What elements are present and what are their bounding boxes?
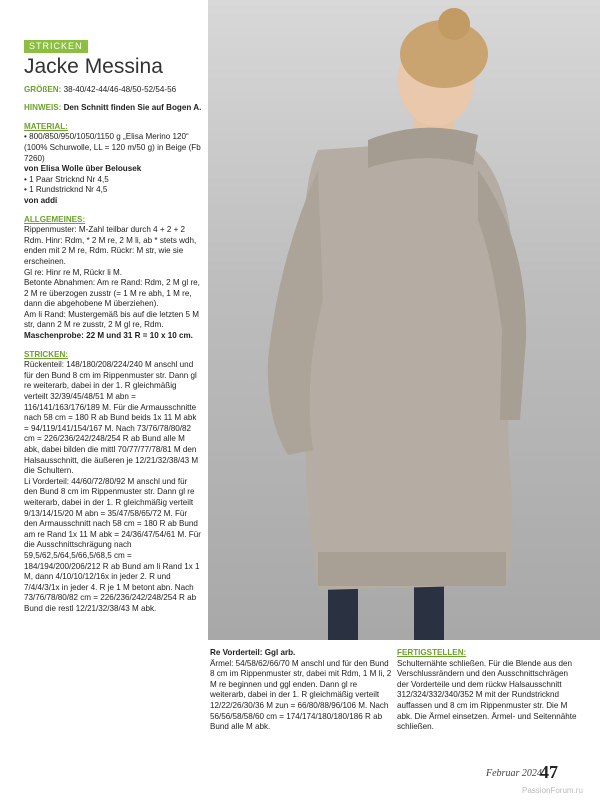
material-needle-2: • 1 Rundstricknd Nr 4,5 bbox=[24, 185, 108, 195]
general-heading: ALLGEMEINES: bbox=[24, 214, 86, 224]
left-column bbox=[24, 40, 202, 615]
pattern-title: Jacke Messina bbox=[24, 54, 163, 78]
material-heading: MATERIAL: bbox=[24, 121, 68, 131]
general-decrease: Betonte Abnahmen: Am re Rand: Rdm, 2 M gl re, 2 M re überzogen zusstr (= 1 M re abh, 1 M re, dann die abgehobene M überziehen). bbox=[24, 278, 200, 309]
general-gauge: Maschenprobe: 22 M und 31 R = 10 x 10 cm. bbox=[24, 331, 193, 341]
cardigan-hem bbox=[318, 552, 506, 586]
hair-bun bbox=[438, 8, 470, 40]
knit-right-front: Re Vorderteil: Ggl arb. bbox=[210, 648, 296, 657]
material-needle-1: • 1 Paar Stricknd Nr 4,5 bbox=[24, 174, 109, 184]
watermark: PassionForum.ru bbox=[522, 786, 583, 795]
knit-left-front: Li Vorderteil: 44/60/72/80/92 M anschl und für den Bund 8 cm im Rippenmuster str. Dann gl re weiterarb, dabei in der 1. R gleichmäßig verteilt 9/13/14/15/20 M abn = 35/47/58/65/72 M. Für den Armausschnitt nach 58 cm = 180 R ab Bund am re Rand 1x 11 M abk = 24/36/47/54/61 M. Für die Ausschnittschrägung nach 59,5/62,5/64,5/66,5/68,5 cm = 184/194/200/206/212 R ab Bund am li Rand 1x 1 M, dann 4/10/10/12/16x in jeder 2. R und 7/4/4/3/1x in jeder 4. R je 1 M betont abn. Nach 73/76/78/80/82 cm = 226/236/242/248/254 R ab Bund die restl 12/21/32/38/43 M abk. bbox=[24, 476, 201, 613]
model-photo bbox=[208, 0, 600, 640]
knit-heading: STRICKEN: bbox=[24, 349, 69, 359]
material-needle-source: von addi bbox=[24, 195, 58, 205]
knit-back: Rückenteil: 148/180/208/224/240 M anschl und für den Bund 8 cm im Rippenmuster str. Dann gl re weiterarb, dabei in der 1. R gleichmäßig verteilt 32/39/45/48/51 M abn = 116/141/163/176/189 M. Für die Armausschnitte nach 58 cm = 180 R ab Bund beids 1x 11 M abk = 94/119/141/154/167 M. Nach 73/76/78/80/82 cm = 226/236/242/248/254 R ab Bund alle M abk, dabei bilden die mittl 70/77/77/78/81 M den Halsausschnitt, die äußeren je 12/21/32/38/43 M die Schultern. bbox=[24, 360, 199, 476]
page-number: 47 bbox=[540, 762, 558, 782]
general-gl: Gl re: Hinr re M, Rückr li M. bbox=[24, 267, 123, 277]
hint: HINWEIS: Den Schnitt finden Sie auf Bogen A. bbox=[24, 103, 202, 113]
material-yarn-source: von Elisa Wolle über Belousek bbox=[24, 164, 142, 174]
knit-sleeve: Ärmel: 54/58/62/66/70 M anschl und für den Bund 8 cm im Rippenmuster str, dabei mit Rdm, 1 M li, 2 M re beginnen und ggl enden. Dann gl re weiterarb, dabei in der 1. R gleichmäßig verteilt 12/22/26/30/36 M zun = 66/80/88/96/106 M. Nach 56/56/58/58/60 cm = 174/174/180/180/186 R ab Bund alle M abk. bbox=[210, 658, 392, 732]
finish-heading: FERTIGSTELLEN: bbox=[397, 648, 467, 657]
right-column bbox=[397, 648, 577, 733]
model-photo-illustration bbox=[208, 0, 600, 640]
category-tag: STRICKEN bbox=[24, 40, 88, 53]
issue-date: Februar 2024 bbox=[486, 768, 542, 779]
general-rib: Rippenmuster: M-Zahl teilbar durch 4 + 2 + 2 Rdm. Hinr: Rdm, * 2 M re, 2 M li, ab * stets wdh, enden mit 2 M re, Rdm. Rückr: M str, wie sie erscheinen. bbox=[24, 225, 197, 266]
middle-column bbox=[210, 648, 392, 733]
general-decrease-left: Am li Rand: Mustergemäß bis auf die letzten 5 M str, dann 2 M re zusstr, 2 M gl re, Rdm. bbox=[24, 309, 199, 330]
sizes: GRÖßEN: 38-40/42-44/46-48/50-52/54-56 bbox=[24, 84, 177, 94]
material-yarn: • 800/850/950/1050/1150 g „Elisa Merino 120“ (100% Schurwolle, LL = 120 m/50 g) in Beige (Fb 7260) bbox=[24, 132, 201, 163]
finish-text: Schulternähte schließen. Für die Blende aus den Verschlussrändern und den Ausschnittschrägen der Vorderteile und dem rückw Halsausschnitt 312/324/332/340/352 M mit der Rundstricknd auffassen und 8 cm im Rippenmuster str. Die M abk. Die Ärmel einsetzen. Ärmel- und Seitennähte schließen. bbox=[397, 658, 577, 732]
